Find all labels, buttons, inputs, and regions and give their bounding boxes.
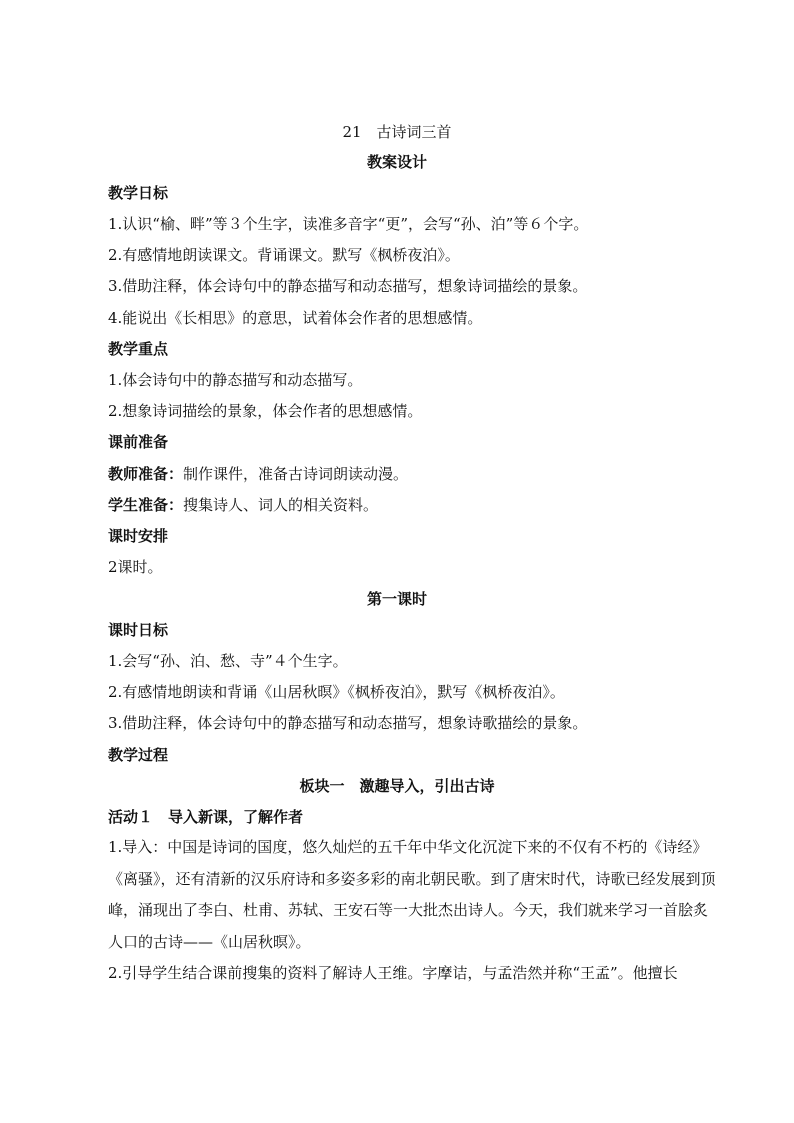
lesson-goal-item: 3.借助注释，体会诗句中的静态描写和动态描写，想象诗歌描绘的景象。: [108, 714, 588, 732]
activity1-title: 活动１ 导入新课，了解作者: [108, 808, 304, 826]
prep-teacher-text: 制作课件，准备古诗词朗读动漫。: [183, 465, 409, 483]
process-heading: 教学过程: [108, 746, 169, 764]
goal-item: 3.借助注释，体会诗句中的静态描写和动态描写，想象诗词描绘的景象。: [108, 277, 588, 295]
prep-heading: 课前准备: [108, 433, 169, 451]
prep-student-label: 学生准备：: [108, 496, 184, 514]
focus-heading: 教学重点: [108, 340, 169, 358]
block1-title: 板块一 激趣导入，引出古诗: [299, 777, 495, 795]
focus-item: 2.想象诗词描绘的景象，体会作者的思想感情。: [108, 402, 423, 420]
lesson1-title: 第一课时: [366, 590, 427, 608]
goals-heading: 教学日标: [108, 184, 169, 202]
focus-item: 1.体会诗句中的静态描写和动态描写。: [108, 371, 363, 389]
prep-teacher: [108, 464, 408, 484]
prep-teacher-label: 教师准备：: [108, 465, 184, 483]
prep-student-text: 搜集诗人、词人的相关资料。: [183, 496, 379, 514]
body-paragraph: 1.导入：中国是诗词的国度，悠久灿烂的五千年中华文化沉淀下来的不仅有不朽的《诗经》《离骚》，还有清新的汉乐府诗和多姿多彩的南北朝民歌。到了唐宋时代，诗歌已经发展到顶峰，涌现出了李白、杜甫、苏轼、王安石等一大批杰出诗人。今天，我们就来学习一首脍炙人口的古诗——《山居秋暝》。: [108, 838, 716, 951]
prep-student: [108, 495, 378, 515]
goal-item: 4.能说出《长相思》的意思，试着体会作者的思想感情。: [108, 309, 483, 327]
schedule-text: 2课时。: [108, 558, 163, 576]
lesson-goals-heading: 课时日标: [108, 621, 169, 639]
schedule-heading: 课时安排: [108, 527, 169, 545]
goal-item: 2.有感情地朗读课文。背诵课文。默写《枫桥夜泊》。: [108, 246, 460, 264]
goal-item: 1.认识“榆、畔”等３个生字，读准多音字“更”，会写“孙、泊”等６个字。: [108, 215, 589, 233]
lesson-title: 21 古诗词三首: [342, 123, 452, 141]
page-subtitle: 教案设计: [366, 153, 427, 171]
lesson-goal-item: 1.会写“孙、泊、愁、寺”４个生字。: [108, 652, 348, 670]
body-paragraph: 2.引导学生结合课前搜集的资料了解诗人王维。字摩诘，与孟浩然并称“王孟”。他擅长: [108, 964, 678, 982]
lesson-goal-item: 2.有感情地朗读和背诵《山居秋暝》《枫桥夜泊》，默写《枫桥夜泊》。: [108, 683, 565, 701]
